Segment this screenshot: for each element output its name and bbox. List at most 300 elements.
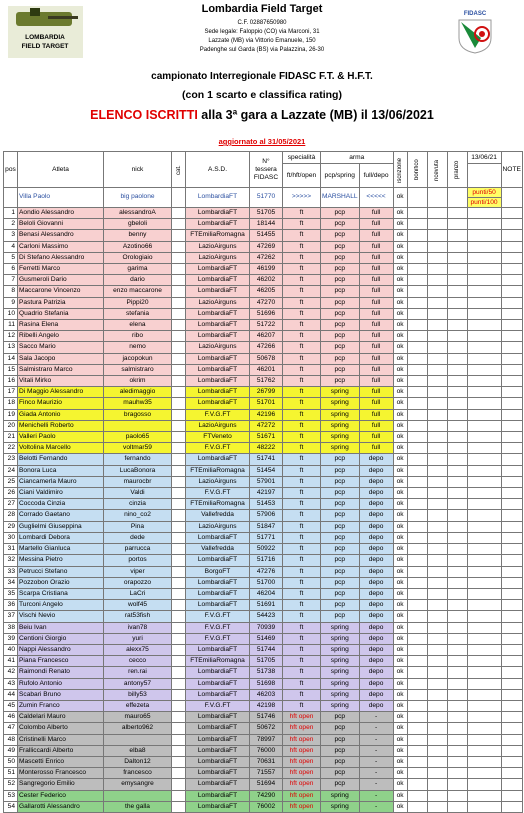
- cell-spec: ft: [283, 622, 321, 633]
- cell-nick: yuri: [104, 633, 172, 644]
- table-row: [4, 443, 523, 454]
- cell-arma2: full: [359, 208, 393, 219]
- cell-empty: [467, 779, 501, 790]
- cell-atleta: Rufolo Antonio: [18, 678, 104, 689]
- cell-empty: [447, 488, 467, 499]
- cell-tessera: 42196: [250, 409, 283, 420]
- cell-pos: 7: [4, 275, 18, 286]
- cell-arma2: depo: [359, 476, 393, 487]
- cell-pos: 41: [4, 656, 18, 667]
- cell-empty: [407, 286, 427, 297]
- cell-nick: aledimaggio: [104, 387, 172, 398]
- cell-arma2: full: [359, 320, 393, 331]
- cell-isc: ok: [393, 521, 407, 532]
- cell-empty: [172, 499, 186, 510]
- cell-atleta: Guglielmi Giuseppina: [18, 521, 104, 532]
- cell-empty: [407, 420, 427, 431]
- cell-arma1: pcp: [321, 532, 360, 543]
- cell-empty: [467, 331, 501, 342]
- cell-empty: [172, 331, 186, 342]
- cell-atleta: Zumin Franco: [18, 700, 104, 711]
- cell-empty: [447, 476, 467, 487]
- cell-atleta: Lombardi Debora: [18, 532, 104, 543]
- cell-atleta: Beloli Giovanni: [18, 219, 104, 230]
- cell-empty: [447, 409, 467, 420]
- cell-spec: ft: [283, 219, 321, 230]
- cell-tessera: 51762: [250, 376, 283, 387]
- cell-empty: [467, 476, 501, 487]
- cell-tessera: 51454: [250, 465, 283, 476]
- cell-empty: [427, 454, 447, 465]
- cell-empty: [172, 700, 186, 711]
- col-atleta: Atleta: [18, 152, 104, 188]
- cell-empty: [427, 409, 447, 420]
- cell-empty: [467, 521, 501, 532]
- cell-empty: [467, 387, 501, 398]
- cell-arma2: full: [359, 364, 393, 375]
- cell-empty: [172, 667, 186, 678]
- cell-arma2: -: [359, 734, 393, 745]
- cell-arma2: depo: [359, 700, 393, 711]
- cell-arma1: pcp: [321, 555, 360, 566]
- cell-nick: LaCri: [104, 588, 172, 599]
- championship-line: campionato Interregionale FIDASC F.T. & H.F.T.: [151, 71, 373, 82]
- cell-empty: [501, 286, 522, 297]
- cell-pos: 39: [4, 633, 18, 644]
- cell-empty: [427, 342, 447, 353]
- cell-empty: [427, 264, 447, 275]
- cell-arma2: -: [359, 790, 393, 801]
- cell-atleta: Fralliccardi Alberto: [18, 745, 104, 756]
- cell-pos: 10: [4, 308, 18, 319]
- table-row: [4, 241, 523, 252]
- cell-empty: [427, 320, 447, 331]
- cell-arma2: depo: [359, 667, 393, 678]
- cell-atleta: Turconi Angelo: [18, 600, 104, 611]
- cell-empty: [447, 588, 467, 599]
- cell-empty: [407, 387, 427, 398]
- logo-text-1: LOMBARDIA: [25, 34, 65, 41]
- cell-pos: 13: [4, 342, 18, 353]
- cell-spec: ft: [283, 465, 321, 476]
- cell-isc: ok: [393, 756, 407, 767]
- cell-nick: cinzia: [104, 499, 172, 510]
- col-nick: nick: [104, 152, 172, 188]
- col-arma2: full/depo: [359, 164, 393, 188]
- cell-isc: ok: [393, 510, 407, 521]
- cell-spec: ft: [283, 320, 321, 331]
- table-row: [4, 409, 523, 420]
- cell-empty: [172, 600, 186, 611]
- cell-asd: LombardiaFT: [186, 275, 250, 286]
- cell-pos: 34: [4, 577, 18, 588]
- cell-atleta: Sala Jacopo: [18, 353, 104, 364]
- cell-empty: [447, 801, 467, 812]
- cell-empty: [407, 656, 427, 667]
- cell-empty: [501, 689, 522, 700]
- cell-nick: francesco: [104, 768, 172, 779]
- cell-empty: [427, 779, 447, 790]
- cell-empty: [407, 320, 427, 331]
- col-pos: pos: [4, 152, 18, 188]
- cell-empty: [467, 700, 501, 711]
- cell-empty: [447, 252, 467, 263]
- cell-empty: [467, 600, 501, 611]
- cell-isc: ok: [393, 376, 407, 387]
- cell-nick: Dalton12: [104, 756, 172, 767]
- reference-atleta: Villa Paolo: [18, 188, 104, 208]
- cell-nick: nemo: [104, 342, 172, 353]
- cell-empty: [427, 700, 447, 711]
- cell-tessera: 51771: [250, 532, 283, 543]
- cell-empty: [427, 745, 447, 756]
- cell-asd: Vallefredda: [186, 510, 250, 521]
- cell-tessera: 51691: [250, 600, 283, 611]
- cell-empty: [407, 588, 427, 599]
- cell-nick: okrim: [104, 376, 172, 387]
- cell-empty: [407, 633, 427, 644]
- cell-arma1: pcp: [321, 756, 360, 767]
- cell-empty: [427, 689, 447, 700]
- cell-arma1: pcp: [321, 353, 360, 364]
- cell-arma2: -: [359, 779, 393, 790]
- cell-tessera: 51722: [250, 320, 283, 331]
- cell-atleta: Sangregorio Emilio: [18, 779, 104, 790]
- cell-empty: [501, 678, 522, 689]
- address-line-3: Lazzate (MB) via Vittorio Emanuele, 150: [208, 38, 316, 44]
- cell-pos: 21: [4, 432, 18, 443]
- cell-empty: [172, 712, 186, 723]
- cell-empty: [501, 532, 522, 543]
- cell-atleta: Petrucci Stefano: [18, 566, 104, 577]
- cell-empty: [467, 633, 501, 644]
- cell-arma2: full: [359, 331, 393, 342]
- cell-pos: 49: [4, 745, 18, 756]
- table-row: [4, 353, 523, 364]
- cell-asd: LombardiaFT: [186, 756, 250, 767]
- table-row: [4, 387, 523, 398]
- cell-empty: [427, 252, 447, 263]
- cell-empty: [501, 577, 522, 588]
- cell-tessera: 42198: [250, 700, 283, 711]
- cell-empty: [467, 443, 501, 454]
- cell-empty: [467, 230, 501, 241]
- cell-empty: [467, 678, 501, 689]
- cell-atleta: Ciani Valdimiro: [18, 488, 104, 499]
- cell-empty: [427, 734, 447, 745]
- cell-empty: [467, 342, 501, 353]
- cell-pos: 37: [4, 611, 18, 622]
- cell-asd: FTEmiliaRomagna: [186, 656, 250, 667]
- reference-arma2: <<<<<: [359, 188, 393, 208]
- table-row: [4, 275, 523, 286]
- cell-spec: ft: [283, 387, 321, 398]
- cell-empty: [172, 264, 186, 275]
- cell-asd: LombardiaFT: [186, 398, 250, 409]
- table-row: [4, 555, 523, 566]
- cell-empty: [447, 521, 467, 532]
- cell-pos: 45: [4, 700, 18, 711]
- cell-atleta: Giada Antonio: [18, 409, 104, 420]
- cell-arma1: pcp: [321, 488, 360, 499]
- cell-isc: ok: [393, 331, 407, 342]
- cell-tessera: 51700: [250, 577, 283, 588]
- cell-spec: ft: [283, 286, 321, 297]
- cell-arma2: full: [359, 398, 393, 409]
- cell-atleta: Corrado Gaetano: [18, 510, 104, 521]
- cell-empty: [467, 297, 501, 308]
- cell-asd: LazioAirguns: [186, 420, 250, 431]
- cell-tessera: 26799: [250, 387, 283, 398]
- cell-empty: [501, 465, 522, 476]
- cell-empty: [467, 532, 501, 543]
- cell-tessera: 57901: [250, 476, 283, 487]
- table-row: [4, 342, 523, 353]
- cell-empty: [447, 320, 467, 331]
- cell-arma1: pcp: [321, 331, 360, 342]
- cell-tessera: 51738: [250, 667, 283, 678]
- cell-atleta: Centioni Giorgio: [18, 633, 104, 644]
- cell-pos: 14: [4, 353, 18, 364]
- cell-empty: [501, 476, 522, 487]
- cell-nick: Pippi20: [104, 297, 172, 308]
- cell-pos: 4: [4, 241, 18, 252]
- cell-tessera: 47270: [250, 297, 283, 308]
- cell-nick: Pina: [104, 521, 172, 532]
- table-row: [4, 611, 523, 622]
- table-row: [4, 734, 523, 745]
- cell-pos: 24: [4, 465, 18, 476]
- cell-empty: [427, 622, 447, 633]
- cell-empty: [427, 712, 447, 723]
- cell-atleta: Monterosso Francesco: [18, 768, 104, 779]
- cell-nick: elena: [104, 320, 172, 331]
- cell-arma1: spring: [321, 622, 360, 633]
- table-row: [4, 779, 523, 790]
- cell-empty: [467, 241, 501, 252]
- cell-arma2: full: [359, 409, 393, 420]
- cell-pos: 3: [4, 230, 18, 241]
- cell-asd: LombardiaFT: [186, 801, 250, 812]
- cell-arma1: spring: [321, 409, 360, 420]
- fidasc-logo-text: FIDASC: [463, 11, 487, 17]
- cell-spec: ft: [283, 700, 321, 711]
- table-row: [4, 588, 523, 599]
- cell-empty: [427, 768, 447, 779]
- cell-tessera: 46204: [250, 588, 283, 599]
- cell-empty: [407, 667, 427, 678]
- cell-atleta: Ferretti Marco: [18, 264, 104, 275]
- cell-empty: [172, 219, 186, 230]
- cell-empty: [467, 499, 501, 510]
- updated-date: aggiornato al 31/05/2021: [218, 137, 306, 146]
- cell-empty: [501, 667, 522, 678]
- cell-tessera: 51746: [250, 712, 283, 723]
- cell-isc: ok: [393, 443, 407, 454]
- cell-isc: ok: [393, 499, 407, 510]
- cell-arma1: pcp: [321, 734, 360, 745]
- cell-empty: [427, 600, 447, 611]
- cell-empty: [407, 308, 427, 319]
- cell-empty: [407, 443, 427, 454]
- cell-pos: 12: [4, 331, 18, 342]
- cell-atleta: Carloni Massimo: [18, 241, 104, 252]
- cell-arma2: depo: [359, 566, 393, 577]
- cell-tessera: 46199: [250, 264, 283, 275]
- cell-empty: [467, 756, 501, 767]
- col-arma1: pcp/spring: [321, 164, 360, 188]
- cell-arma1: pcp: [321, 342, 360, 353]
- cell-empty: [172, 734, 186, 745]
- cell-asd: LombardiaFT: [186, 353, 250, 364]
- cell-arma1: pcp: [321, 297, 360, 308]
- cell-arma1: spring: [321, 801, 360, 812]
- col-iscrizione: iscrizione: [393, 152, 407, 188]
- cell-empty: [501, 723, 522, 734]
- cell-empty: [407, 510, 427, 521]
- cell-empty: [407, 566, 427, 577]
- cell-nick: alberto962: [104, 723, 172, 734]
- cell-empty: [447, 275, 467, 286]
- cell-empty: [172, 387, 186, 398]
- cell-asd: LombardiaFT: [186, 555, 250, 566]
- cell-spec: ft: [283, 241, 321, 252]
- cell-empty: [172, 320, 186, 331]
- cell-asd: BorgoFT: [186, 566, 250, 577]
- table-row: [4, 510, 523, 521]
- cell-empty: [407, 364, 427, 375]
- cell-nick: LucaBonora: [104, 465, 172, 476]
- cell-empty: [447, 432, 467, 443]
- cell-asd: LombardiaFT: [186, 532, 250, 543]
- cell-isc: ok: [393, 566, 407, 577]
- cell-empty: [172, 420, 186, 431]
- cell-asd: LazioAirguns: [186, 241, 250, 252]
- cell-tessera: 51705: [250, 656, 283, 667]
- cell-arma2: depo: [359, 600, 393, 611]
- cell-pos: 1: [4, 208, 18, 219]
- cell-spec: ft: [283, 656, 321, 667]
- table-row: [4, 476, 523, 487]
- cell-tessera: 78997: [250, 734, 283, 745]
- cell-arma1: pcp: [321, 712, 360, 723]
- cell-empty: [427, 723, 447, 734]
- document-header: [0, 0, 524, 70]
- cell-atleta: Pastura Patrizia: [18, 297, 104, 308]
- cell-arma2: full: [359, 252, 393, 263]
- table-row: [4, 297, 523, 308]
- cell-empty: [467, 320, 501, 331]
- cell-empty: [172, 779, 186, 790]
- cell-asd: LombardiaFT: [186, 588, 250, 599]
- cell-empty: [501, 364, 522, 375]
- table-row: [4, 801, 523, 812]
- cell-spec: ft: [283, 398, 321, 409]
- cell-asd: LombardiaFT: [186, 376, 250, 387]
- cell-empty: [501, 745, 522, 756]
- cell-nick: wolf45: [104, 600, 172, 611]
- cell-empty: [467, 432, 501, 443]
- cell-atleta: Menichelli Roberto: [18, 420, 104, 431]
- col-pranzo: pranzo: [447, 152, 467, 188]
- cell-tessera: 46205: [250, 286, 283, 297]
- cell-empty: [447, 779, 467, 790]
- cell-nick: nino_co2: [104, 510, 172, 521]
- reference-spec: >>>>>: [283, 188, 321, 208]
- cell-spec: ft: [283, 633, 321, 644]
- cell-empty: [447, 443, 467, 454]
- cell-arma1: pcp: [321, 308, 360, 319]
- cell-isc: ok: [393, 476, 407, 487]
- cell-spec: ft: [283, 409, 321, 420]
- cell-asd: F.V.G.FT: [186, 633, 250, 644]
- cell-spec: hft open: [283, 712, 321, 723]
- cell-empty: [447, 465, 467, 476]
- cell-empty: [501, 801, 522, 812]
- reference-tessera: 51770: [250, 188, 283, 208]
- cell-pos: 29: [4, 521, 18, 532]
- cell-spec: ft: [283, 611, 321, 622]
- cell-spec: ft: [283, 297, 321, 308]
- cell-empty: [407, 219, 427, 230]
- cell-empty: [407, 454, 427, 465]
- cell-tessera: 46201: [250, 364, 283, 375]
- cell-tessera: 51698: [250, 678, 283, 689]
- cell-empty: [501, 241, 522, 252]
- cell-atleta: Bonora Luca: [18, 465, 104, 476]
- cell-nick: enzo maccarone: [104, 286, 172, 297]
- cell-spec: ft: [283, 510, 321, 521]
- cell-isc: ok: [393, 633, 407, 644]
- cell-isc: ok: [393, 432, 407, 443]
- table-row: [4, 398, 523, 409]
- cell-arma2: depo: [359, 521, 393, 532]
- cell-empty: [467, 308, 501, 319]
- cell-empty: [172, 577, 186, 588]
- cell-empty: [407, 353, 427, 364]
- cell-empty: [467, 768, 501, 779]
- cell-isc: ok: [393, 544, 407, 555]
- cell-empty: [172, 252, 186, 263]
- cell-empty: [501, 409, 522, 420]
- cell-empty: [407, 734, 427, 745]
- cell-empty: [447, 454, 467, 465]
- cell-isc: ok: [393, 801, 407, 812]
- cell-empty: [467, 712, 501, 723]
- cell-arma1: pcp: [321, 241, 360, 252]
- cell-arma2: -: [359, 712, 393, 723]
- cell-tessera: 76002: [250, 801, 283, 812]
- cell-empty: [501, 622, 522, 633]
- table-row: [4, 712, 523, 723]
- cell-isc: ok: [393, 745, 407, 756]
- cell-empty: [427, 286, 447, 297]
- cell-arma2: -: [359, 723, 393, 734]
- address-line-4: Padenghe sul Garda (BS) via Palazzina, 26-30: [199, 47, 325, 53]
- cell-arma2: full: [359, 241, 393, 252]
- cell-tessera: 47272: [250, 420, 283, 431]
- cell-spec: hft open: [283, 779, 321, 790]
- cell-empty: [447, 208, 467, 219]
- cell-tessera: 47266: [250, 342, 283, 353]
- cell-atleta: Quadrio Stefania: [18, 308, 104, 319]
- cell-spec: ft: [283, 264, 321, 275]
- cell-empty: [501, 342, 522, 353]
- table-row: [4, 432, 523, 443]
- cell-isc: ok: [393, 689, 407, 700]
- cell-spec: ft: [283, 308, 321, 319]
- cell-pos: 23: [4, 454, 18, 465]
